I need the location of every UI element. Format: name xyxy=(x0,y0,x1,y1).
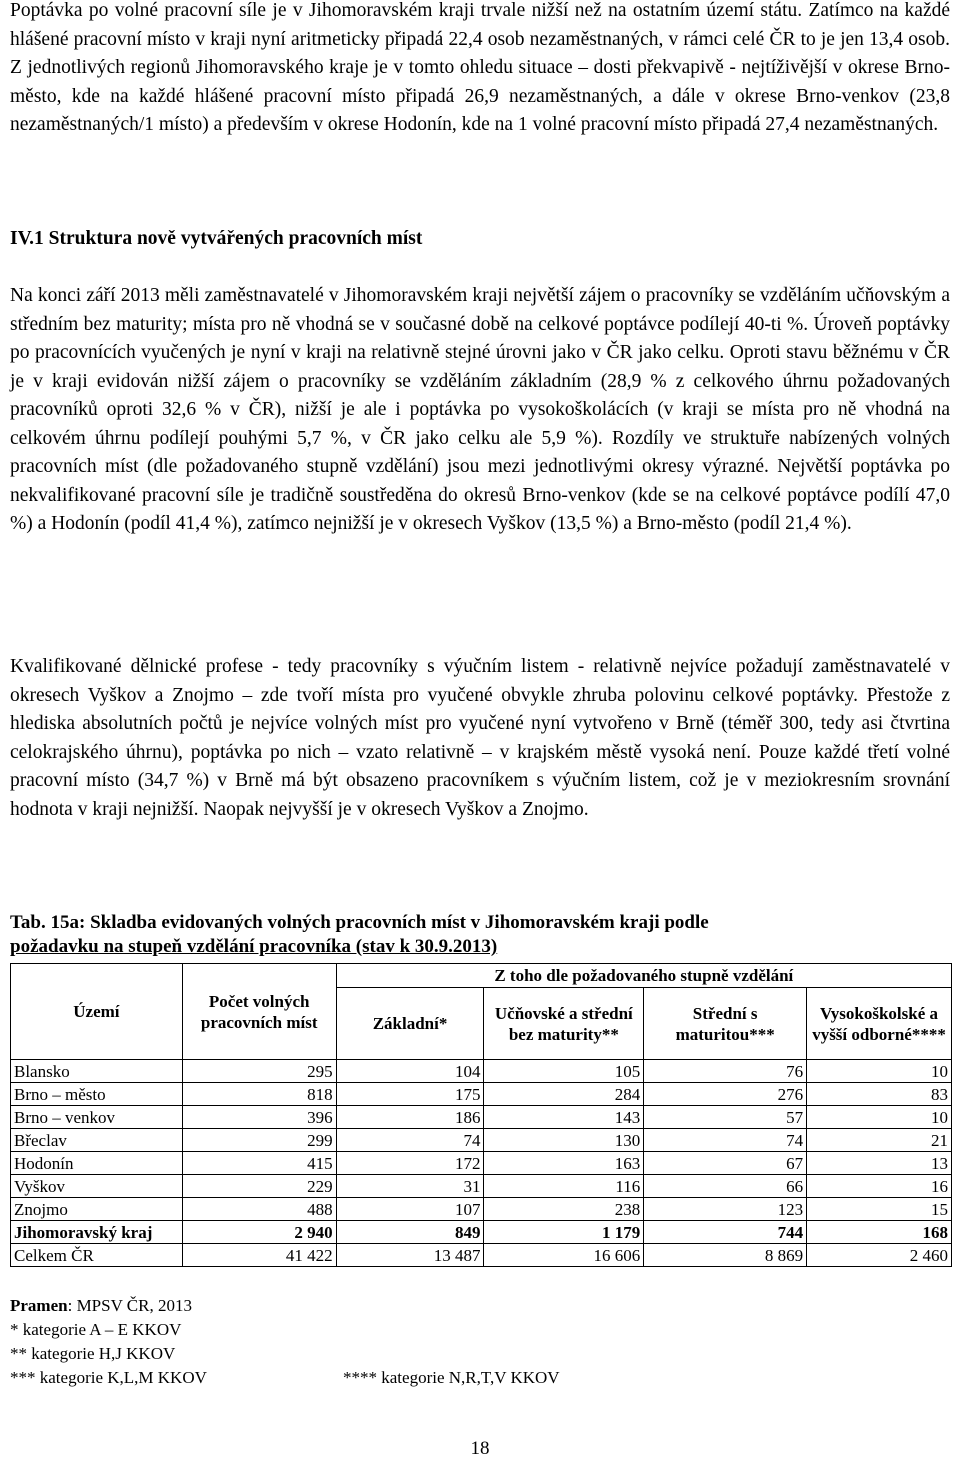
cell-apprentice: 105 xyxy=(484,1060,644,1083)
cell-basic: 13 487 xyxy=(336,1244,484,1267)
table-row-region-total xyxy=(11,1221,952,1244)
cell-university: 10 xyxy=(807,1060,952,1083)
cell-apprentice: 143 xyxy=(484,1106,644,1129)
table-row xyxy=(11,1152,952,1175)
cell-university: 10 xyxy=(807,1106,952,1129)
table-caption-line-2: požadavku na stupeň vzdělání pracovníka (stav k 30.9.2013) xyxy=(10,936,498,957)
footnote-university: **** kategorie N,R,T,V KKOV xyxy=(343,1368,560,1387)
table-row xyxy=(11,1175,952,1198)
section-heading: IV.1 Struktura nově vytvářených pracovních míst xyxy=(10,228,423,249)
cell-university: 15 xyxy=(807,1198,952,1221)
cell-basic: 31 xyxy=(336,1175,484,1198)
cell-apprentice: 163 xyxy=(484,1152,644,1175)
cell-basic: 186 xyxy=(336,1106,484,1129)
source-note xyxy=(10,1294,950,1318)
cell-secondary: 74 xyxy=(644,1129,807,1152)
cell-total: 415 xyxy=(182,1152,336,1175)
header-university: Vysokoškolské a vyšší odborné**** xyxy=(807,988,952,1060)
cell-name: Břeclav xyxy=(11,1129,183,1152)
cell-basic: 849 xyxy=(336,1221,484,1244)
cell-university: 16 xyxy=(807,1175,952,1198)
cell-secondary: 67 xyxy=(644,1152,807,1175)
header-apprentice: Učňovské a střední bez maturity** xyxy=(484,988,644,1060)
footnote-basic: * kategorie A – E KKOV xyxy=(10,1320,182,1339)
cell-university: 83 xyxy=(807,1083,952,1106)
table-row xyxy=(11,1060,952,1083)
cell-secondary: 744 xyxy=(644,1221,807,1244)
footnote-apprentice: ** kategorie H,J KKOV xyxy=(10,1344,176,1363)
cell-name: Celkem ČR xyxy=(11,1244,183,1267)
cell-secondary: 276 xyxy=(644,1083,807,1106)
table-row xyxy=(11,1198,952,1221)
cell-name: Blansko xyxy=(11,1060,183,1083)
footnote-row xyxy=(10,1366,950,1390)
cell-basic: 104 xyxy=(336,1060,484,1083)
cell-name: Vyškov xyxy=(11,1175,183,1198)
cell-university: 168 xyxy=(807,1221,952,1244)
cell-basic: 175 xyxy=(336,1083,484,1106)
cell-secondary: 8 869 xyxy=(644,1244,807,1267)
cell-total: 488 xyxy=(182,1198,336,1221)
source-label: Pramen xyxy=(10,1296,68,1315)
cell-university: 13 xyxy=(807,1152,952,1175)
cell-total: 295 xyxy=(182,1060,336,1083)
page-number: 18 xyxy=(470,1438,490,1459)
cell-university: 2 460 xyxy=(807,1244,952,1267)
cell-secondary: 57 xyxy=(644,1106,807,1129)
cell-name: Brno – venkov xyxy=(11,1106,183,1129)
table-notes xyxy=(10,1294,950,1390)
cell-total: 396 xyxy=(182,1106,336,1129)
header-basic: Základní* xyxy=(336,988,484,1060)
table-row xyxy=(11,1129,952,1152)
cell-apprentice: 284 xyxy=(484,1083,644,1106)
cell-name: Znojmo xyxy=(11,1198,183,1221)
cell-name: Jihomoravský kraj xyxy=(11,1221,183,1244)
table-row-country-total xyxy=(11,1244,952,1267)
cell-apprentice: 116 xyxy=(484,1175,644,1198)
cell-name: Brno – město xyxy=(11,1083,183,1106)
table-caption-line-1: Tab. 15a: Skladba evidovaných volných pracovních míst v Jihomoravském kraji podle xyxy=(10,912,709,933)
cell-total: 818 xyxy=(182,1083,336,1106)
cell-basic: 107 xyxy=(336,1198,484,1221)
footnote-secondary: *** kategorie K,L,M KKOV xyxy=(10,1368,207,1387)
header-area: Území xyxy=(11,964,183,1060)
cell-basic: 74 xyxy=(336,1129,484,1152)
cell-basic: 172 xyxy=(336,1152,484,1175)
vacancies-table xyxy=(10,963,952,1267)
table-row xyxy=(11,1106,952,1129)
header-secondary: Střední s maturitou*** xyxy=(644,988,807,1060)
cell-total: 2 940 xyxy=(182,1221,336,1244)
cell-secondary: 123 xyxy=(644,1198,807,1221)
header-group: Z toho dle požadovaného stupně vzdělání xyxy=(336,964,951,988)
cell-total: 299 xyxy=(182,1129,336,1152)
cell-name: Hodonín xyxy=(11,1152,183,1175)
paragraph-skilled-workers: Kvalifikované dělnické profese - tedy pracovníky s výučním listem - relativně nejvíce požadují zaměstnavatelé v okresech Vyškov a Znojmo – zde tvoří místa pro vyučené obvykle zhruba polovinu celkové poptávky. Přestože z hlediska absolutních počtů je nejvíce volných míst pro vyučené nyní vytvořeno v Brně (téměř 300, tedy asi čtvrtina celokrajského úhrnu), poptávka po nich – vzato relativně – v krajském městě vysoká není. Pouze každé třetí volné pracovní místo (34,7 %) v Brně má být obsazeno pracovníkem s výučním listem, což je v meziokresním srovnání hodnota v kraji nejnižší. Naopak nejvyšší je v okresech Vyškov a Znojmo. xyxy=(10,656,950,820)
cell-secondary: 76 xyxy=(644,1060,807,1083)
cell-apprentice: 1 179 xyxy=(484,1221,644,1244)
paragraph-demand-overview: Poptávka po volné pracovní síle je v Jihomoravském kraji trvale nižší než na ostatním území státu. Zatímco na každé hlášené pracovní místo v kraji nyní aritmeticky připadá 22,4 osob nezaměstnaných, v rámci celé ČR to je jen 13,4 osob. Z jednotlivých regionů Jihomoravského kraje je v tomto ohledu situace – dosti překvapivě - nejtíživější v okrese Brno-město, kde na každé hlášené pracovní místo připadá 26,9 nezaměstnaných, a dále v okrese Brno-venkov (23,8 nezaměstnaných/1 místo) a především v okrese Hodonín, kde na 1 volné pracovní místo připadá 27,4 nezaměstnaných. xyxy=(10,0,950,135)
paragraph-education-structure: Na konci září 2013 měli zaměstnavatelé v Jihomoravském kraji největší zájem o pracovníky se vzděláním učňovským a středním bez maturity; místa pro ně vhodná se v současné době na celkové poptávce podílejí 40-ti %. Úroveň poptávky po pracovnících vyučených je nyní v kraji na relativně stejné úrovni jako v ČR jako celku. Oproti stavu běžnému v ČR je v kraji evidován nižší zájem o pracovníky se vzděláním základním (28,9 % z celkového úhrnu požadovaných pracovníků oproti 32,6 % v ČR), nižší je ale i poptávka po vysokoškolácích (v kraji se místa pro ně vhodná na celkovém úhrnu podílejí pouhými 5,7 %, v ČR jako celku ale 5,9 %). Rozdíly ve struktuře nabízených volných pracovních míst (dle požadovaného stupně vzdělání) jsou mezi jednotlivými okresy výrazné. Největší poptávka po nekvalifikované pracovní síle je tradičně soustředěna do okresů Brno-venkov (kde se na celkové poptávce podílí 47,0 %) a Hodonín (podíl 41,4 %), zatímco nejnižší je v okresech Vyškov (13,5 %) a Brno-město (podíl 21,4 %). xyxy=(10,285,950,534)
cell-total: 41 422 xyxy=(182,1244,336,1267)
cell-total: 229 xyxy=(182,1175,336,1198)
cell-apprentice: 16 606 xyxy=(484,1244,644,1267)
cell-secondary: 66 xyxy=(644,1175,807,1198)
header-total: Počet volných pracovních míst xyxy=(182,964,336,1060)
cell-apprentice: 130 xyxy=(484,1129,644,1152)
source-value: : MPSV ČR, 2013 xyxy=(67,1296,192,1315)
cell-university: 21 xyxy=(807,1129,952,1152)
table-row xyxy=(11,1083,952,1106)
cell-apprentice: 238 xyxy=(484,1198,644,1221)
table-caption xyxy=(10,911,950,959)
